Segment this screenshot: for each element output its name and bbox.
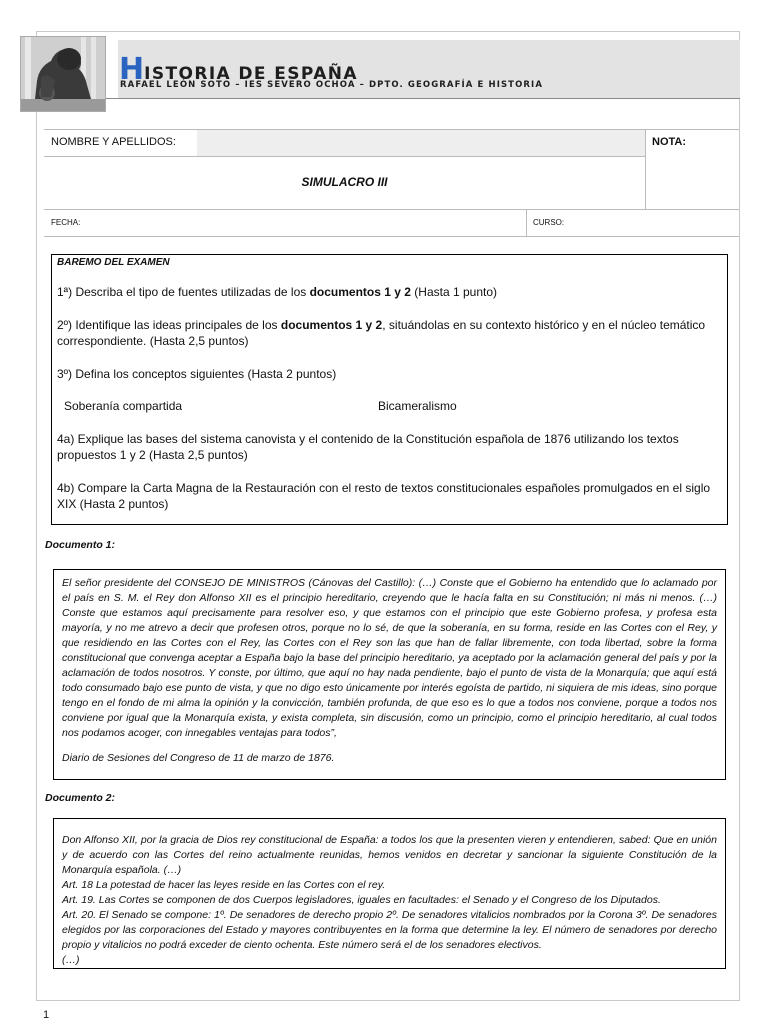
q1-post: (Hasta 1 punto) xyxy=(410,285,498,299)
q2-text: 2º) Identifique las ideas principales de los xyxy=(57,318,281,332)
question-3: 3º) Defina los conceptos siguientes (Hasta 2 puntos) xyxy=(57,367,337,381)
doc2-intro: Don Alfonso XII, por la gracia de Dios rey constitucional de España: a todos los que la presenten vieren y entendieren, sabed: Que en unión y de acuerdo con las Cortes del reino actualmente reunidas, hemos venidos en decretar y sancionar la siguiente Constitución de la Monarquía española. (…) xyxy=(62,834,717,876)
concept-1: Soberanía compartida xyxy=(64,399,183,413)
name-label: NOMBRE Y APELLIDOS: xyxy=(51,136,176,148)
baremo-box xyxy=(51,254,728,525)
fecha-row xyxy=(44,209,739,237)
doc1-label: Documento 1: xyxy=(45,539,116,551)
title-initial: H xyxy=(119,52,145,87)
name-field[interactable] xyxy=(197,130,645,156)
doc2-art19: Art. 19. Las Cortes se componen de dos Cuerpos legisladores, iguales en facultades: el Senado y el Congreso de los Diputados. xyxy=(62,894,661,906)
question-2 xyxy=(57,317,722,349)
curso-divider xyxy=(526,210,527,236)
concepts-row xyxy=(57,399,722,415)
page-subtitle: RAFAEL LEÓN SOTO – IES SEVERO OCHOA – DPTO. GEOGRAFÍA E HISTORIA xyxy=(120,80,543,90)
nota-label: NOTA: xyxy=(652,136,687,148)
concept-2: Bicameralismo xyxy=(378,399,457,413)
header-rule xyxy=(106,98,740,99)
page-number: 1 xyxy=(43,1009,50,1021)
curso-label: CURSO: xyxy=(533,218,565,227)
title-rest: ISTORIA DE ESPAÑA xyxy=(144,64,358,84)
doc1-source: Diario de Sesiones del Congreso de 11 de marzo de 1876. xyxy=(62,752,335,764)
doc2-box xyxy=(53,818,726,969)
doc2-art18: Art. 18 La potestad de hacer las leyes reside en las Cortes con el rey. xyxy=(62,879,386,891)
fecha-label: FECHA: xyxy=(51,218,81,227)
question-4b: 4b) Compare la Carta Magna de la Restauración con el resto de textos constitucionales españoles promulgados en el siglo XIX (Hasta 2 puntos) xyxy=(57,481,711,511)
doc1-text: El señor presidente del CONSEJO DE MINISTROS (Cánovas del Castillo): (…) Conste que el Gobierno ha entendido que lo aclamado por el país en S. M. el Rey don Alfonso XII es el principio hereditario, creyendo que le hacía falta en su Constitución; ni más ni menos. (…) Conste que estamos aquí precisamente para resolver eso, y que estamos con el principio que este Gobierno profesa, y profesa esta mayoría, y no me atrevo a decir que profesen otros, porque no lo sé, de que la soberanía, en su forma, reside en las Cortes con el Rey, y que residiendo en las Cortes con el Rey, las Cortes con el Rey son las que han de fallar libremente, con toda libertad, sobre la forma constitucional que convenga aceptar a España bajo la base del principio hereditario, ya aceptado por la aclamación general del país y por la aclamación de todos nosotros. Y conste, por último, que aquí no hay nada pendiente, bajo el punto de vista de la Monarquía; que aquí está todo consumado bajo ese punto de vista, y que no digo esto únicamente por interés egoísta de partido, ni siquiera de mis ideas, sino porque tengo en el fondo de mi alma la opinión y la convicción, también profunda, de que eso es lo que a todos nos conviene, porque a todos nos conviene por igual que la Monarquía exista, y exista completa, sin discusión, como un principio, como el principio hereditario, al cual todos nos podamos acoger, con innegables ventajas para todos”, xyxy=(62,577,717,739)
doc2-ellipsis: (…) xyxy=(62,954,80,966)
exam-title-row xyxy=(44,157,645,209)
exam-title: SIMULACRO III xyxy=(301,175,388,189)
nota-cell[interactable] xyxy=(645,129,739,209)
q1-bold: documentos 1 y 2 xyxy=(309,285,411,299)
doc2-label: Documento 2: xyxy=(45,792,116,804)
lion-statue-icon xyxy=(20,36,106,112)
q2-bold: documentos 1 y 2 xyxy=(280,318,383,332)
doc2-art20: Art. 20. El Senado se compone: 1º. De senadores de derecho propio 2º. De senadores vitalicios nombrados por la Corona 3º. De senadores elegidos por las corporaciones del Estado y mayores contribuyentes en la forma que determine la ley. El número de senadores por derecho propio y vitalicios no podrá exceder de ciento ochenta. Este número será el de los senadores electivos. xyxy=(62,909,717,951)
baremo-title: BAREMO DEL EXAMEN xyxy=(57,257,170,268)
name-row xyxy=(44,129,645,157)
question-4a: 4a) Explique las bases del sistema canovista y el contenido de la Constitución española de 1876 utilizando los textos propuestos 1 y 2 (Hasta 2,5 puntos) xyxy=(57,432,679,462)
q2-post: , situándolas en su contexto histórico y en el núcleo temático correspondiente. (Hasta 2,5 puntos) xyxy=(57,318,706,348)
question-1 xyxy=(57,284,722,300)
doc1-box xyxy=(53,569,726,780)
q1-text: 1ª) Describa el tipo de fuentes utilizadas de los xyxy=(57,285,310,299)
